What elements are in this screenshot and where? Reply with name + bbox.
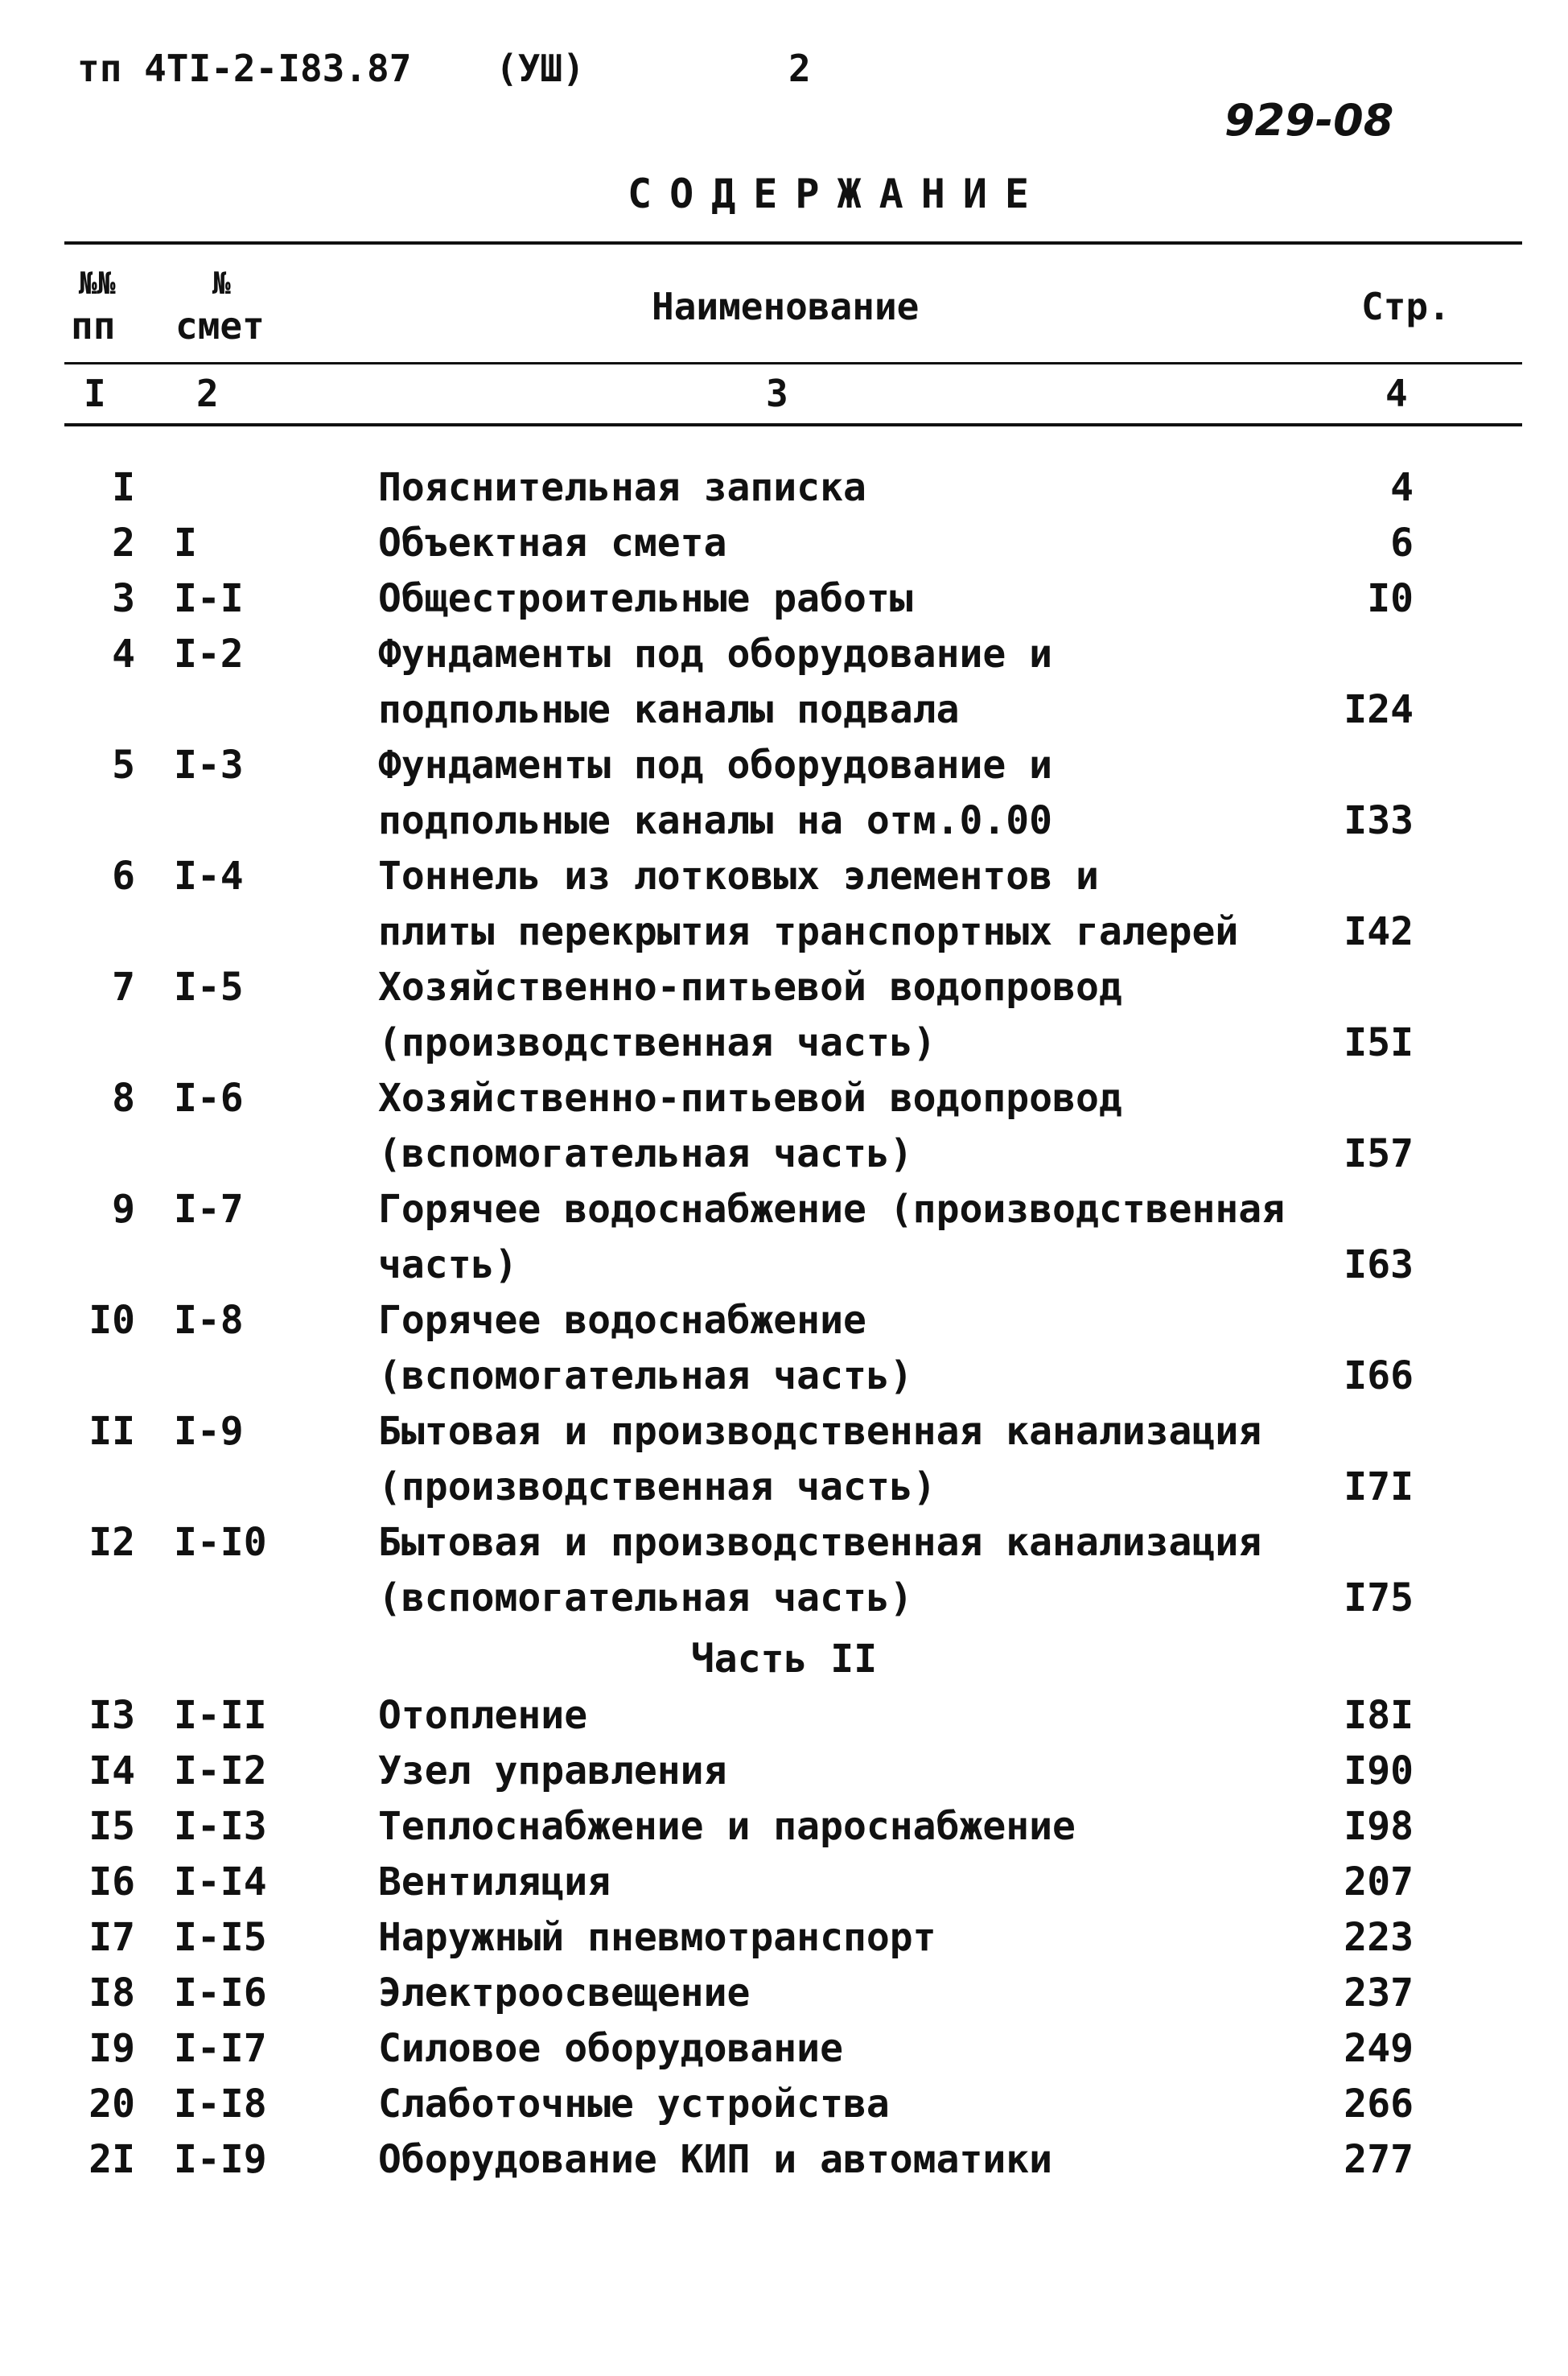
header-rule	[64, 362, 1522, 364]
row-title: (вспомогательная часть)	[378, 1575, 913, 1620]
row-page: 277	[1344, 2137, 1414, 2182]
row-estimate: I-5	[174, 965, 244, 1010]
page-number: 2	[788, 47, 811, 90]
row-title: Фундаменты под оборудование и	[378, 743, 1053, 788]
row-page: 223	[1344, 1915, 1414, 1960]
table-row	[0, 1804, 1568, 1860]
table-row	[0, 1748, 1568, 1805]
row-number: I4	[88, 1748, 135, 1793]
row-estimate: I-I6	[174, 1970, 267, 2016]
row-page: I63	[1344, 1242, 1414, 1287]
row-page: I33	[1344, 798, 1414, 843]
row-title: подпольные каналы на отм.0.00	[378, 798, 1053, 843]
row-page: I0	[1367, 576, 1414, 621]
row-page: I98	[1344, 1804, 1414, 1849]
table-row	[0, 1693, 1568, 1749]
row-number: I9	[88, 2026, 135, 2071]
table-row	[0, 1187, 1568, 1243]
table-row	[0, 1298, 1568, 1354]
table-row-continued	[0, 687, 1568, 743]
col-est-label-2: смет	[175, 304, 265, 348]
row-page: I90	[1344, 1748, 1414, 1793]
row-estimate: I-I4	[174, 1859, 267, 1905]
row-number: I8	[88, 1970, 135, 2016]
row-title: Хозяйственно-питьевой водопровод	[378, 1076, 1122, 1121]
row-title: Бытовая и производственная канализация	[378, 1409, 1262, 1454]
row-estimate: I-4	[174, 854, 244, 899]
row-title: Отопление	[378, 1693, 588, 1738]
table-row-continued	[0, 1242, 1568, 1299]
table-row-continued	[0, 1131, 1568, 1188]
row-number: I	[112, 465, 135, 510]
row-estimate: I	[174, 521, 197, 566]
row-estimate: I-7	[174, 1187, 244, 1232]
row-estimate: I-I7	[174, 2026, 267, 2071]
row-page: 237	[1344, 1970, 1414, 2016]
row-number: I6	[88, 1859, 135, 1905]
row-page: I42	[1344, 909, 1414, 954]
table-row-continued	[0, 1464, 1568, 1521]
row-number: 9	[112, 1187, 135, 1232]
row-title: Узел управления	[378, 1748, 727, 1793]
row-page: I8I	[1344, 1693, 1414, 1738]
row-page: 207	[1344, 1859, 1414, 1905]
row-number: II	[88, 1409, 135, 1454]
row-title: Электроосвещение	[378, 1970, 751, 2016]
col-number-4: 4	[1385, 372, 1408, 415]
table-top-rule	[64, 241, 1522, 245]
table-row	[0, 1409, 1568, 1465]
row-page: 6	[1390, 521, 1414, 566]
table-row	[0, 2026, 1568, 2082]
row-number: 3	[112, 576, 135, 621]
row-page: 249	[1344, 2026, 1414, 2071]
table-row-continued	[0, 1020, 1568, 1077]
handwritten-number: 929-08	[1224, 95, 1394, 146]
row-page: I7I	[1344, 1464, 1414, 1509]
row-number: 20	[88, 2082, 135, 2127]
col-name-label: Наименование	[652, 285, 920, 328]
row-title: Бытовая и производственная канализация	[378, 1520, 1262, 1565]
row-number: I2	[88, 1520, 135, 1565]
row-title: Хозяйственно-питьевой водопровод	[378, 965, 1122, 1010]
table-row	[0, 854, 1568, 910]
row-estimate: I-I0	[174, 1520, 267, 1565]
col-number-3: 3	[766, 372, 788, 415]
row-number: I0	[88, 1298, 135, 1343]
row-estimate: I-II	[174, 1693, 267, 1738]
row-title: (производственная часть)	[378, 1020, 936, 1065]
row-title: Горячее водоснабжение	[378, 1298, 866, 1343]
col-num-label-1: №№	[79, 266, 116, 301]
table-row	[0, 2137, 1568, 2193]
table-row	[0, 1970, 1568, 2027]
album-code: (УШ)	[496, 47, 585, 90]
row-title: (вспомогательная часть)	[378, 1353, 913, 1398]
row-number: I5	[88, 1804, 135, 1849]
row-estimate: I-I5	[174, 1915, 267, 1960]
row-page: I5I	[1344, 1020, 1414, 1065]
table-row-continued	[0, 798, 1568, 854]
table-row	[0, 465, 1568, 521]
row-title: Оборудование КИП и автоматики	[378, 2137, 1053, 2182]
row-page: I75	[1344, 1575, 1414, 1620]
table-row	[0, 743, 1568, 799]
table-row	[0, 2082, 1568, 2138]
row-estimate: I-I	[174, 576, 244, 621]
column-number-rule	[64, 423, 1522, 426]
page-title: СОДЕРЖАНИЕ	[628, 171, 1047, 217]
row-title: Фундаменты под оборудование и	[378, 632, 1053, 677]
col-est-label-1: №	[212, 266, 231, 301]
row-number: 8	[112, 1076, 135, 1121]
row-title: Горячее водоснабжение (производственная	[378, 1187, 1286, 1232]
row-number: I7	[88, 1915, 135, 1960]
row-estimate: I-2	[174, 632, 244, 677]
row-estimate: I-I3	[174, 1804, 267, 1849]
row-page: I66	[1344, 1353, 1414, 1398]
table-row	[0, 1076, 1568, 1132]
row-number: 2	[112, 521, 135, 566]
row-title: плиты перекрытия транспортных галерей	[378, 909, 1239, 954]
row-number: 4	[112, 632, 135, 677]
row-number: 5	[112, 743, 135, 788]
table-row-continued	[0, 1575, 1568, 1632]
table-row-continued	[0, 1353, 1568, 1410]
table-row	[0, 1859, 1568, 1916]
col-number-1: I	[84, 372, 106, 415]
row-title: (производственная часть)	[378, 1464, 936, 1509]
row-title: Теплоснабжение и пароснабжение	[378, 1804, 1076, 1849]
row-estimate: I-3	[174, 743, 244, 788]
row-page: I57	[1344, 1131, 1414, 1176]
table-row	[0, 632, 1568, 688]
row-estimate: I-9	[174, 1409, 244, 1454]
row-title: Силовое оборудование	[378, 2026, 843, 2071]
section-heading-part-2: Часть II	[690, 1637, 878, 1682]
table-row-continued	[0, 909, 1568, 966]
row-estimate: I-I9	[174, 2137, 267, 2182]
row-title: Объектная смета	[378, 521, 727, 566]
col-number-2: 2	[196, 372, 219, 415]
row-title: Вентиляция	[378, 1859, 611, 1905]
row-estimate: I-I8	[174, 2082, 267, 2127]
table-row	[0, 521, 1568, 577]
row-title: Слаботочные устройства	[378, 2082, 890, 2127]
row-title: Тоннель из лотковых элементов и	[378, 854, 1099, 899]
row-number: 2I	[88, 2137, 135, 2182]
row-page: 266	[1344, 2082, 1414, 2127]
row-title: (вспомогательная часть)	[378, 1131, 913, 1176]
row-page: 4	[1390, 465, 1414, 510]
row-estimate: I-6	[174, 1076, 244, 1121]
row-number: 6	[112, 854, 135, 899]
table-row	[0, 965, 1568, 1021]
table-row	[0, 576, 1568, 632]
row-title: Пояснительная записка	[378, 465, 866, 510]
row-page: I24	[1344, 687, 1414, 732]
row-title: подпольные каналы подвала	[378, 687, 960, 732]
row-title: Общестроительные работы	[378, 576, 913, 621]
row-title: часть)	[378, 1242, 518, 1287]
col-num-label-2: пп	[71, 304, 116, 348]
row-estimate: I-I2	[174, 1748, 267, 1793]
row-title: Наружный пневмотранспорт	[378, 1915, 936, 1960]
row-number: 7	[112, 965, 135, 1010]
col-page-label: Стр.	[1361, 285, 1451, 328]
table-row	[0, 1915, 1568, 1971]
table-row	[0, 1520, 1568, 1576]
row-estimate: I-8	[174, 1298, 244, 1343]
row-number: I3	[88, 1693, 135, 1738]
doc-code: тп 4ТI-2-I83.87	[77, 47, 412, 90]
